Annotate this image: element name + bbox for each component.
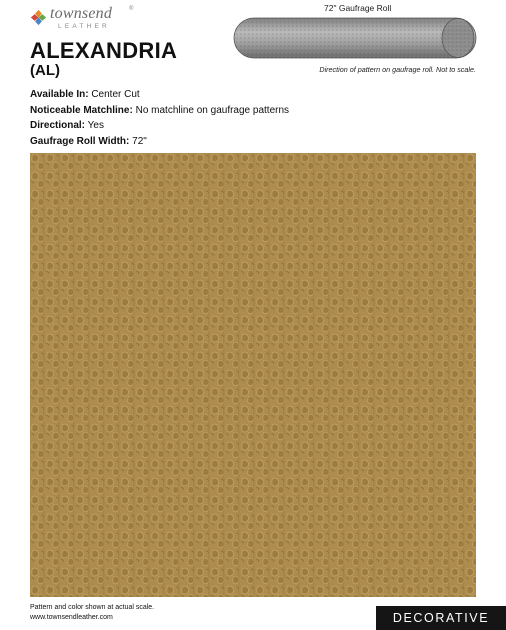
footer-note: Pattern and color shown at actual scale. (30, 604, 155, 611)
diamond-logo-icon (30, 9, 47, 26)
gaufrage-roll-illustration (232, 16, 478, 60)
spec-roll-width (30, 134, 289, 150)
roll-label: 72" Gaufrage Roll (324, 3, 392, 13)
spec-list (30, 87, 289, 149)
spec-label: Noticeable Matchline: (30, 104, 133, 116)
product-code: (AL) (30, 62, 60, 79)
spec-value: Yes (87, 120, 104, 131)
spec-value: 72" (132, 135, 147, 147)
spec-value: No matchline on gaufrage patterns (135, 104, 290, 116)
category-tag: DECORATIVE (376, 606, 506, 630)
brand-subtitle: LEATHER (58, 23, 110, 30)
leather-swatch-image (30, 153, 476, 597)
footer-url[interactable]: www.townsendleather.com (30, 614, 113, 621)
spec-label: Available In: (30, 89, 89, 100)
brand-logo (30, 6, 150, 32)
spec-directional (30, 118, 289, 134)
spec-value: Center Cut (91, 89, 140, 100)
roll-caption: Direction of pattern on gaufrage roll. Not to scale. (319, 65, 476, 74)
footer (30, 603, 154, 623)
spec-matchline (30, 103, 289, 119)
spec-label: Directional: (30, 120, 86, 131)
brand-registered-mark: ® (129, 6, 134, 12)
product-title: ALEXANDRIA (30, 38, 178, 63)
brand-name: townsend (50, 5, 113, 22)
embossed-pattern (30, 153, 476, 597)
spec-label: Gaufrage Roll Width: (30, 135, 130, 147)
spec-available-in (30, 87, 289, 103)
